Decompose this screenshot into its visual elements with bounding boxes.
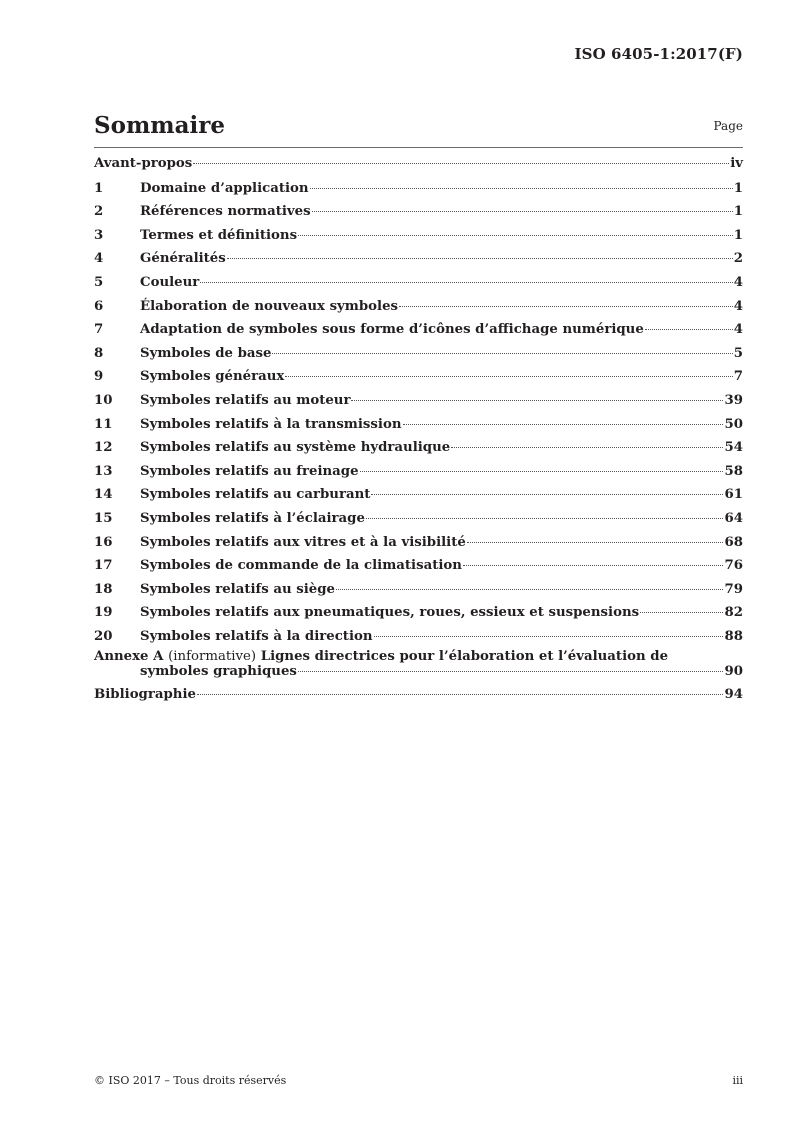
toc-entry[interactable] bbox=[94, 484, 743, 508]
toc-entry-title: Symboles de base bbox=[140, 345, 272, 361]
toc-leader-dots bbox=[312, 211, 733, 212]
toc-leader-dots bbox=[298, 671, 724, 672]
annex-title-line2: symboles graphiques bbox=[140, 664, 297, 680]
toc-entry-page: 58 bbox=[724, 463, 743, 479]
toc-entry-page: 1 bbox=[733, 180, 743, 196]
toc-numbered-entries bbox=[94, 178, 743, 650]
toc-entry[interactable] bbox=[94, 248, 743, 272]
copyright-notice: © ISO 2017 – Tous droits réservés bbox=[94, 1074, 287, 1087]
toc-entry-page: 1 bbox=[733, 204, 743, 220]
toc-entry-title: Bibliographie bbox=[94, 687, 196, 703]
toc-entry-page: 4 bbox=[733, 274, 743, 290]
toc-leader-dots bbox=[467, 542, 724, 543]
toc-leader-dots bbox=[227, 258, 733, 259]
toc-entry-title: Généralités bbox=[140, 251, 226, 267]
toc-entry-page: 1 bbox=[733, 227, 743, 243]
toc-entry-title: Symboles relatifs au moteur bbox=[140, 392, 351, 408]
toc-leader-dots bbox=[645, 329, 733, 330]
toc-leader-dots bbox=[374, 636, 724, 637]
toc-entry-title: Références normatives bbox=[140, 204, 311, 220]
toc-entry[interactable] bbox=[94, 319, 743, 343]
toc-entry-title: Élaboration de nouveaux symboles bbox=[140, 298, 399, 314]
page-number: iii bbox=[732, 1074, 743, 1087]
toc-leader-dots bbox=[285, 376, 732, 377]
toc-entry-page: 61 bbox=[724, 487, 743, 503]
toc-entry-page: 50 bbox=[724, 416, 743, 432]
toc-entry-page: 90 bbox=[724, 664, 743, 680]
page-column-label: Page bbox=[713, 119, 743, 133]
toc-entry[interactable] bbox=[94, 225, 743, 249]
toc-leader-dots bbox=[366, 518, 724, 519]
toc-entry[interactable] bbox=[94, 461, 743, 485]
toc-leader-dots bbox=[193, 163, 729, 164]
toc-entry-title: Termes et définitions bbox=[140, 227, 298, 243]
toc-entry-page: 88 bbox=[724, 628, 743, 644]
toc-entry-page: 7 bbox=[733, 369, 743, 385]
toc-entry-page: 76 bbox=[724, 558, 743, 574]
toc-entry-page: iv bbox=[730, 156, 743, 171]
toc-leader-dots bbox=[371, 494, 723, 495]
toc-entry[interactable] bbox=[94, 555, 743, 579]
toc-entry-number: 1 bbox=[94, 180, 104, 196]
toc-entry-title: Avant-propos bbox=[94, 156, 193, 171]
toc-entry-number: 17 bbox=[94, 558, 113, 574]
toc-entry[interactable] bbox=[94, 437, 743, 461]
annex-type: (informative) bbox=[168, 649, 257, 665]
toc-entry-number: 16 bbox=[94, 534, 113, 550]
toc-entry-page: 68 bbox=[724, 534, 743, 550]
toc-entry-number: 11 bbox=[94, 416, 113, 432]
annex-continuation-line bbox=[140, 664, 743, 679]
toc-entry-number: 12 bbox=[94, 440, 113, 456]
toc-entry-number: 2 bbox=[94, 204, 104, 220]
toc-entry-page: 2 bbox=[733, 251, 743, 267]
toc-entry[interactable] bbox=[94, 626, 743, 650]
toc-entry-number: 13 bbox=[94, 463, 113, 479]
toc-entry[interactable] bbox=[94, 602, 743, 626]
toc-entry[interactable] bbox=[94, 390, 743, 414]
toc-entry-number: 8 bbox=[94, 345, 104, 361]
toc-entry-title: Symboles généraux bbox=[140, 369, 285, 385]
toc-entry[interactable] bbox=[94, 272, 743, 296]
toc-leader-dots bbox=[310, 188, 733, 189]
toc-leader-dots bbox=[403, 424, 724, 425]
toc-entry-number: 5 bbox=[94, 274, 104, 290]
toc-entry-title: Adaptation de symboles sous forme d’icônes d’affichage numérique bbox=[140, 322, 644, 338]
toc-entry-number: 7 bbox=[94, 322, 104, 338]
toc-entry-title: Symboles de commande de la climatisation bbox=[140, 558, 462, 574]
document-id: ISO 6405-1:2017(F) bbox=[574, 45, 743, 63]
toc-entry[interactable] bbox=[94, 201, 743, 225]
toc-entry-page: 39 bbox=[724, 392, 743, 408]
toc-entry-title: Symboles relatifs à la direction bbox=[140, 628, 373, 644]
toc-entry[interactable] bbox=[94, 343, 743, 367]
toc-entry-page: 94 bbox=[724, 687, 743, 703]
toc-entry-title: Symboles relatifs aux vitres et à la visibilité bbox=[140, 534, 466, 550]
toc-entry-number: 3 bbox=[94, 227, 104, 243]
toc-entry-page: 4 bbox=[733, 298, 743, 314]
toc-entry-title: Domaine d’application bbox=[140, 180, 309, 196]
toc-entry-number: 19 bbox=[94, 605, 113, 621]
toc-entry-title: Symboles relatifs au carburant bbox=[140, 487, 371, 503]
toc-entry[interactable] bbox=[94, 414, 743, 438]
table-of-contents bbox=[94, 154, 743, 709]
toc-entry-page: 64 bbox=[724, 510, 743, 526]
annex-title-line1: Lignes directrices pour l’élaboration et l’évaluation de bbox=[260, 649, 669, 665]
toc-entry-title: Couleur bbox=[140, 274, 200, 290]
toc-leader-dots bbox=[272, 353, 732, 354]
page-title: Sommaire bbox=[94, 112, 226, 139]
toc-entry-page: 5 bbox=[733, 345, 743, 361]
toc-entry-bibliographie[interactable] bbox=[94, 687, 743, 709]
toc-entry-number: 14 bbox=[94, 487, 113, 503]
toc-entry-page: 4 bbox=[733, 322, 743, 338]
toc-entry-title: Symboles relatifs au système hydraulique bbox=[140, 440, 451, 456]
toc-leader-dots bbox=[640, 612, 723, 613]
toc-leader-dots bbox=[200, 282, 732, 283]
toc-entry-annex-a[interactable] bbox=[94, 649, 743, 687]
toc-entry-avant-propos[interactable] bbox=[94, 154, 743, 178]
toc-entry-number: 6 bbox=[94, 298, 104, 314]
toc-entry-title: Symboles relatifs à l’éclairage bbox=[140, 510, 365, 526]
toc-entry[interactable] bbox=[94, 296, 743, 320]
toc-entry-title: Symboles relatifs au siège bbox=[140, 581, 336, 597]
toc-leader-dots bbox=[360, 471, 724, 472]
toc-entry[interactable] bbox=[94, 366, 743, 390]
toc-leader-dots bbox=[451, 447, 723, 448]
toc-entry-page: 82 bbox=[724, 605, 743, 621]
toc-leader-dots bbox=[351, 400, 723, 401]
toc-entry-number: 18 bbox=[94, 581, 113, 597]
toc-entry[interactable] bbox=[94, 579, 743, 603]
toc-entry-title: Symboles relatifs au freinage bbox=[140, 463, 359, 479]
toc-entry-number: 9 bbox=[94, 369, 104, 385]
toc-entry-page: 79 bbox=[724, 581, 743, 597]
toc-leader-dots bbox=[298, 235, 733, 236]
toc-leader-dots bbox=[463, 565, 724, 566]
toc-divider bbox=[94, 147, 743, 148]
toc-entry-page: 54 bbox=[724, 440, 743, 456]
toc-entry[interactable] bbox=[94, 508, 743, 532]
toc-leader-dots bbox=[336, 589, 723, 590]
toc-entry-title: Symboles relatifs à la transmission bbox=[140, 416, 402, 432]
toc-entry-number: 15 bbox=[94, 510, 113, 526]
toc-entry-number: 4 bbox=[94, 251, 104, 267]
toc-leader-dots bbox=[399, 306, 733, 307]
toc-entry[interactable] bbox=[94, 532, 743, 556]
toc-entry[interactable] bbox=[94, 178, 743, 202]
toc-entry-number: 10 bbox=[94, 392, 113, 408]
toc-leader-dots bbox=[197, 694, 724, 695]
annex-heading-line bbox=[94, 649, 668, 664]
annex-label: Annexe A bbox=[94, 649, 164, 665]
toc-entry-title: Symboles relatifs aux pneumatiques, roues, essieux et suspensions bbox=[140, 605, 640, 621]
toc-entry-number: 20 bbox=[94, 628, 113, 644]
